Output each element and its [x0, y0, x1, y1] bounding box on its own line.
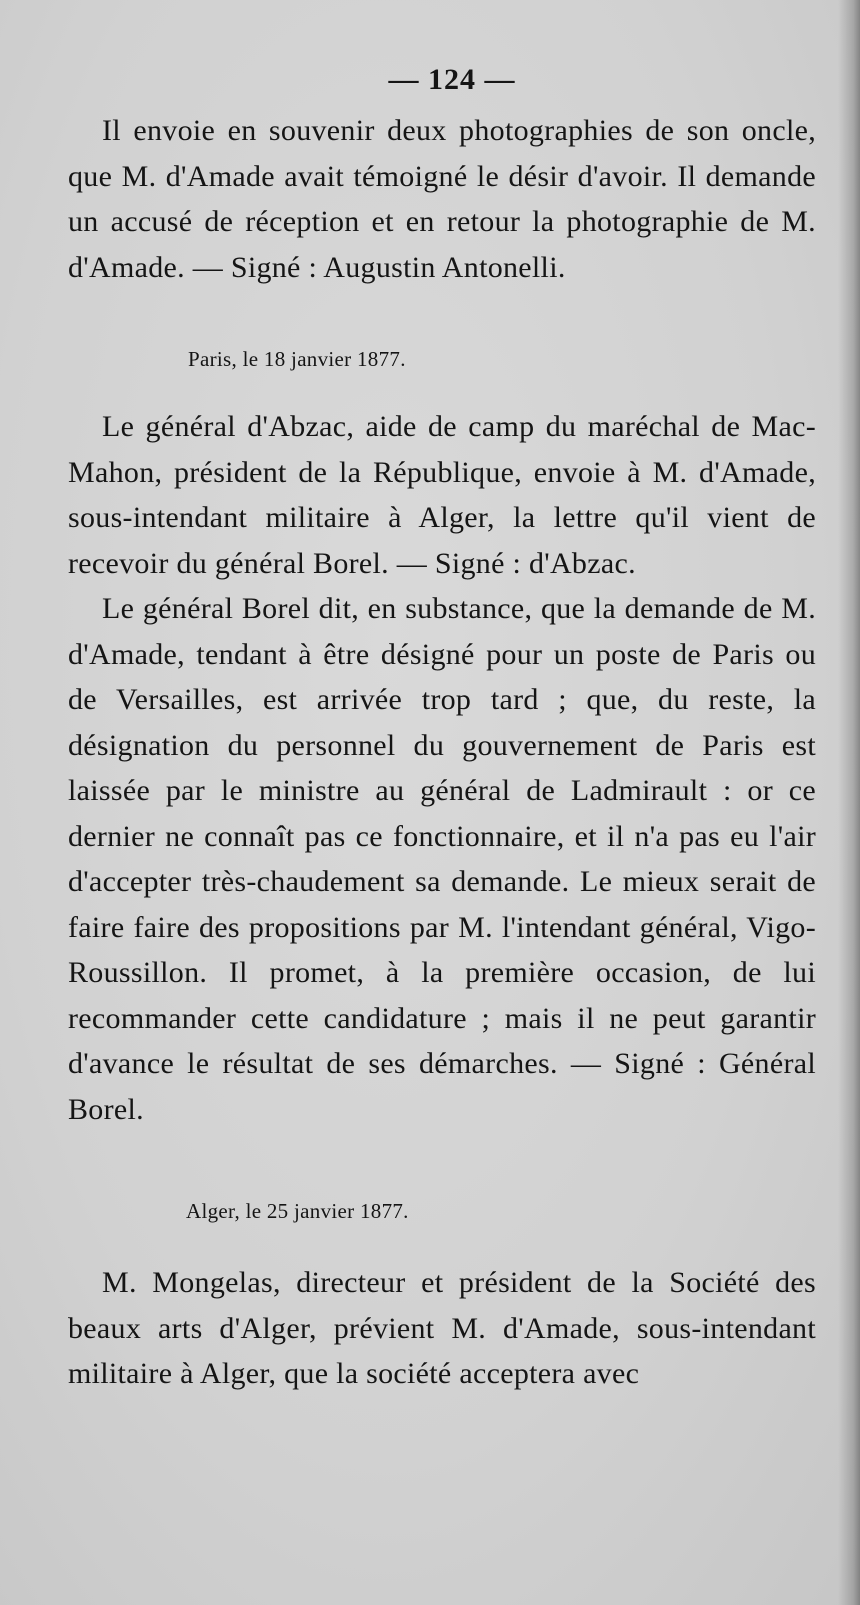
dateline-alger: Alger, le 25 janvier 1877. [186, 1199, 409, 1223]
page-edge-shadow [838, 0, 860, 1605]
page-text [68, 60, 816, 1397]
paragraph-abzac: Le général d'Abzac, aide de camp du maréchal de Mac-Mahon, président de la République, envoie à M. d'Amade, sous-intendant militaire à Alger, la lettre qu'il vient de recevoir du général Borel. — Signé : d'Abzac. [68, 410, 816, 580]
paragraph-antonelli: Il envoie en souvenir deux photographies de son oncle, que M. d'Amade avait témoigné le désir d'avoir. Il demande un accusé de réception et en retour la photographie de M. d'Amade. — Signé : Augustin Antonelli. [68, 114, 816, 284]
paragraph-borel: Le général Borel dit, en substance, que la demande de M. d'Amade, tendant à être désigné pour un poste de Paris ou de Versailles, est arrivée trop tard ; que, du reste, la désignation du personnel du gouvernement de Paris est laissée par le ministre au général de Ladmirault : or ce dernier ne connaît pas ce fonctionnaire, et il n'a pas eu l'air d'accepter très-chaudement sa demande. Le mieux serait de faire faire des propositions par M. l'intendant général, Vigo-Roussillon. Il promet, à la première occasion, de lui recommander cette candidature ; mais il ne peut garantir d'avance le résultat de ses démarches. — Signé : Général Borel. [68, 592, 816, 1126]
dateline-paris: Paris, le 18 janvier 1877. [188, 347, 406, 371]
page-number: — 124 — [388, 63, 516, 96]
paragraph-mongelas: M. Mongelas, directeur et président de la Société des beaux arts d'Alger, prévient M. d'Amade, sous-intendant militaire à Alger, que la société acceptera avec [68, 1266, 816, 1390]
